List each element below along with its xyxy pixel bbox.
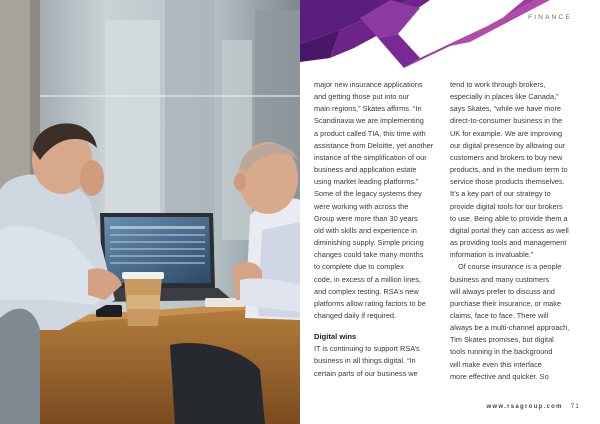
text-line: will always prefer to discuss and	[450, 286, 555, 296]
text-line: changed daily if required.	[314, 310, 397, 320]
text-line: IT is continuing to support RSA’s	[314, 344, 420, 354]
text-line: Scandinavia we are implementing	[314, 116, 424, 126]
purple-ribbon-graphic	[300, 0, 600, 70]
text-line: service those products themselves.	[450, 177, 565, 187]
text-line: customers and brokers to buy new	[450, 152, 563, 162]
text-line: Some of the legacy systems they	[314, 189, 422, 199]
text-line: code, in excess of a million lines,	[314, 274, 421, 284]
text-line: were working with across the	[314, 201, 409, 211]
subheading-digital-wins: Digital wins	[314, 332, 357, 342]
text-line: major new insurance applications	[314, 80, 423, 89]
text-line: using market leading platforms.”	[314, 177, 419, 187]
text-line: as providing tools and management	[450, 238, 567, 248]
text-line: Tim Skates promises, but digital	[450, 335, 554, 345]
text-line: business and application estate	[314, 165, 417, 175]
text-line: business and many customers	[450, 274, 550, 284]
text-line: more effective and quicker. So	[450, 371, 549, 381]
text-line: business in all things digital. “In	[314, 356, 416, 366]
article-page	[300, 0, 600, 424]
text-line: main regions,” Skates affirms. “In	[314, 104, 422, 114]
text-line: claims, face to face. There will	[450, 310, 549, 320]
page-footer	[486, 404, 580, 410]
text-line: changes could take many months	[314, 250, 424, 260]
article-column-right	[450, 79, 578, 383]
text-line: Group were more than 30 years	[314, 213, 418, 223]
text-line: especially in places like Canada,”	[450, 92, 559, 102]
text-line: and getting those put into our	[314, 92, 410, 102]
text-line: to use. Being able to provide them a	[450, 213, 568, 223]
text-line: instance of the simplification of our	[314, 152, 427, 162]
text-line: It’s a key part of our strategy to	[450, 189, 551, 199]
text-line: tend to work through brokers,	[450, 80, 546, 89]
text-line: will make even this interface	[450, 359, 542, 369]
text-line: platforms allow rating factors to be	[314, 298, 426, 308]
text-line: information is invaluable.”	[450, 250, 534, 260]
text-line: says Skates, “while we have more	[450, 104, 562, 114]
text-line: our digital presence by allowing our	[450, 140, 566, 150]
text-line: products, and in the medium term to	[450, 165, 568, 175]
article-column-left	[314, 79, 456, 380]
text-line: tools running in the background	[450, 347, 553, 357]
text-line: digital portal they can access as well	[450, 225, 569, 235]
text-line: certain parts of our business we	[314, 368, 418, 378]
text-line: and complex testing. RSA’s new	[314, 286, 419, 296]
text-line: always be a multi-channel approach,	[450, 323, 570, 333]
section-label: FINANCE	[528, 14, 572, 21]
text-line: direct-to-consumer business in the	[450, 116, 563, 126]
text-line: Of course insurance is a people	[458, 262, 562, 272]
text-line: diminishing supply. Simple pricing	[314, 238, 424, 248]
text-line: purchase their insurance, or make	[450, 298, 562, 308]
text-line: to complete due to complex	[314, 262, 404, 272]
text-line: UK for example. We are improving	[450, 128, 563, 138]
page-number: 71	[570, 404, 580, 410]
text-line: provide digital tools for our brokers	[450, 201, 563, 211]
text-line: old with skills and experience in	[314, 225, 417, 235]
text-line: a product called TIA, this time with	[314, 128, 426, 138]
footer-url[interactable]: www.rsagroup.com	[486, 404, 563, 410]
text-line: assistance from Deloitte, yet another	[314, 140, 434, 150]
